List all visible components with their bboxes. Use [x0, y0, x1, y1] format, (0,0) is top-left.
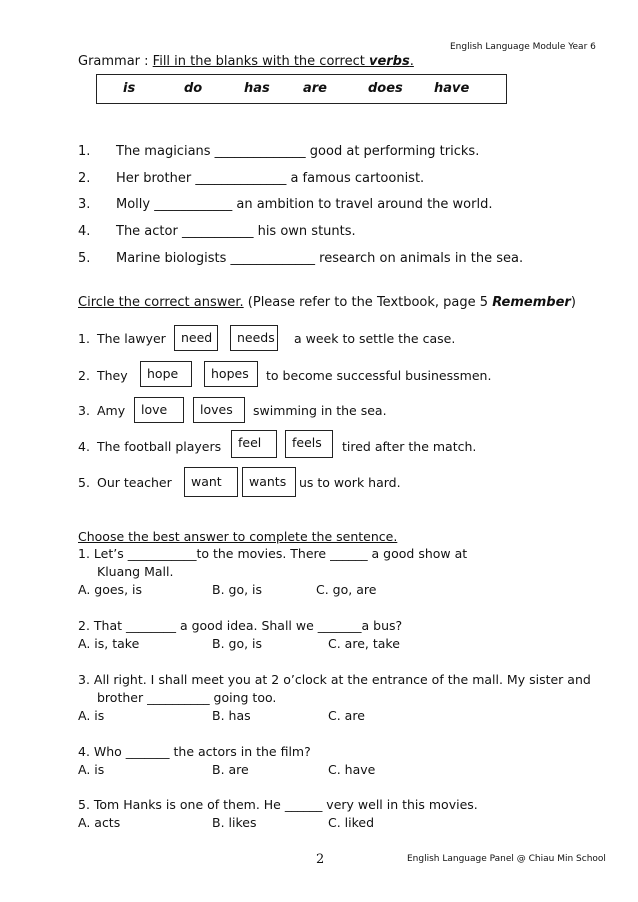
- answer-option-box[interactable]: loves: [193, 397, 245, 423]
- circle-item-subject: They: [97, 368, 128, 383]
- grammar-item-number: 1.: [78, 144, 91, 159]
- choose-q1-line1: 1. Let’s ___________to the movies. There ______ a good show at: [78, 546, 468, 561]
- module-header: English Language Module Year 6: [450, 42, 596, 52]
- grammar-item-text: Her brother ______________ a famous cartoonist.: [116, 171, 425, 186]
- footer-credit: English Language Panel @ Chiau Min School: [407, 854, 606, 864]
- choose-q4-option-a: A. is: [78, 762, 105, 777]
- choose-q3-line1: 3. All right. I shall meet you at 2 o’clock at the entrance of the mall. My sister and: [78, 672, 591, 687]
- choose-q2-option-b: B. go, is: [212, 636, 263, 651]
- choose-q2-line1: 2. That ________ a good idea. Shall we _______a bus?: [78, 618, 403, 633]
- grammar-instruction-end: .: [409, 54, 414, 69]
- grammar-item-number: 5.: [78, 251, 91, 266]
- word-bank-word: is: [123, 81, 136, 96]
- choose-q3-option-a: A. is: [78, 708, 105, 723]
- answer-option-box[interactable]: need: [174, 325, 218, 351]
- answer-option-box[interactable]: wants: [242, 467, 296, 497]
- choose-q3-option-b: B. has: [212, 708, 251, 723]
- word-bank-word: are: [303, 81, 328, 96]
- circle-title: Circle the correct answer.: [78, 295, 244, 310]
- grammar-instruction: [78, 54, 414, 69]
- answer-option-box[interactable]: hope: [140, 361, 192, 387]
- choose-q2-option-a: A. is, take: [78, 636, 140, 651]
- answer-option-box[interactable]: love: [134, 397, 184, 423]
- circle-item-number: 5.: [78, 475, 90, 490]
- grammar-prefix: Grammar :: [78, 54, 153, 69]
- choose-q2-option-c: C. are, take: [328, 636, 400, 651]
- circle-item-subject: Amy: [97, 403, 126, 418]
- grammar-instruction-text: Fill in the blanks with the correct: [152, 54, 369, 69]
- answer-option-box[interactable]: feel: [231, 430, 277, 458]
- word-bank-word: have: [434, 81, 470, 96]
- circle-item-rest: a week to settle the case.: [294, 331, 456, 346]
- word-bank-word: do: [184, 81, 203, 96]
- circle-item-number: 1.: [78, 331, 90, 346]
- circle-item-number: 2.: [78, 368, 90, 383]
- choose-title: Choose the best answer to complete the sentence.: [78, 529, 398, 544]
- grammar-item-text: Molly ____________ an ambition to travel around the world.: [116, 197, 493, 212]
- page-number: 2: [316, 852, 325, 867]
- choose-q5-option-c: C. liked: [328, 815, 375, 830]
- circle-note-end: ): [570, 295, 576, 310]
- circle-item-rest: to become successful businessmen.: [266, 368, 492, 383]
- choose-q5-line1: 5. Tom Hanks is one of them. He ______ very well in this movies.: [78, 797, 478, 812]
- grammar-item-number: 4.: [78, 224, 91, 239]
- circle-item-subject: The lawyer: [97, 331, 166, 346]
- circle-item-rest: us to work hard.: [299, 475, 401, 490]
- circle-item-rest: tired after the match.: [342, 439, 477, 454]
- choose-q4-option-c: C. have: [328, 762, 376, 777]
- answer-option-box[interactable]: feels: [285, 430, 333, 458]
- answer-option-box[interactable]: want: [184, 467, 238, 497]
- grammar-item-text: The actor ___________ his own stunts.: [116, 224, 356, 239]
- choose-q5-option-b: B. likes: [212, 815, 257, 830]
- grammar-item-number: 2.: [78, 171, 91, 186]
- choose-q1-option-b: B. go, is: [212, 582, 263, 597]
- circle-item-subject: The football players: [97, 439, 222, 454]
- choose-q1-option-a: A. goes, is: [78, 582, 142, 597]
- grammar-item-number: 3.: [78, 197, 91, 212]
- circle-item-subject: Our teacher: [97, 475, 172, 490]
- choose-q3-line2: brother __________ going too.: [97, 690, 277, 705]
- answer-option-box[interactable]: needs: [230, 325, 278, 351]
- circle-instruction: [78, 295, 576, 310]
- circle-item-number: 3.: [78, 403, 90, 418]
- choose-q3-option-c: C. are: [328, 708, 365, 723]
- choose-q4-option-b: B. are: [212, 762, 249, 777]
- grammar-item-text: Marine biologists _____________ research on animals in the sea.: [116, 251, 524, 266]
- choose-q1-line2: Kluang Mall.: [97, 564, 174, 579]
- word-bank-word: has: [244, 81, 270, 96]
- choose-q4-line1: 4. Who _______ the actors in the film?: [78, 744, 311, 759]
- answer-option-box[interactable]: hopes: [204, 361, 258, 387]
- word-bank-word: does: [368, 81, 403, 96]
- grammar-item-text: The magicians ______________ good at performing tricks.: [116, 144, 480, 159]
- circle-note-remember: Remember: [492, 295, 571, 310]
- circle-item-number: 4.: [78, 439, 90, 454]
- circle-item-rest: swimming in the sea.: [253, 403, 387, 418]
- choose-q1-option-c: C. go, are: [316, 582, 377, 597]
- circle-note: (Please refer to the Textbook, page 5: [243, 295, 493, 310]
- grammar-instruction-verb: verbs: [368, 54, 410, 69]
- choose-q5-option-a: A. acts: [78, 815, 121, 830]
